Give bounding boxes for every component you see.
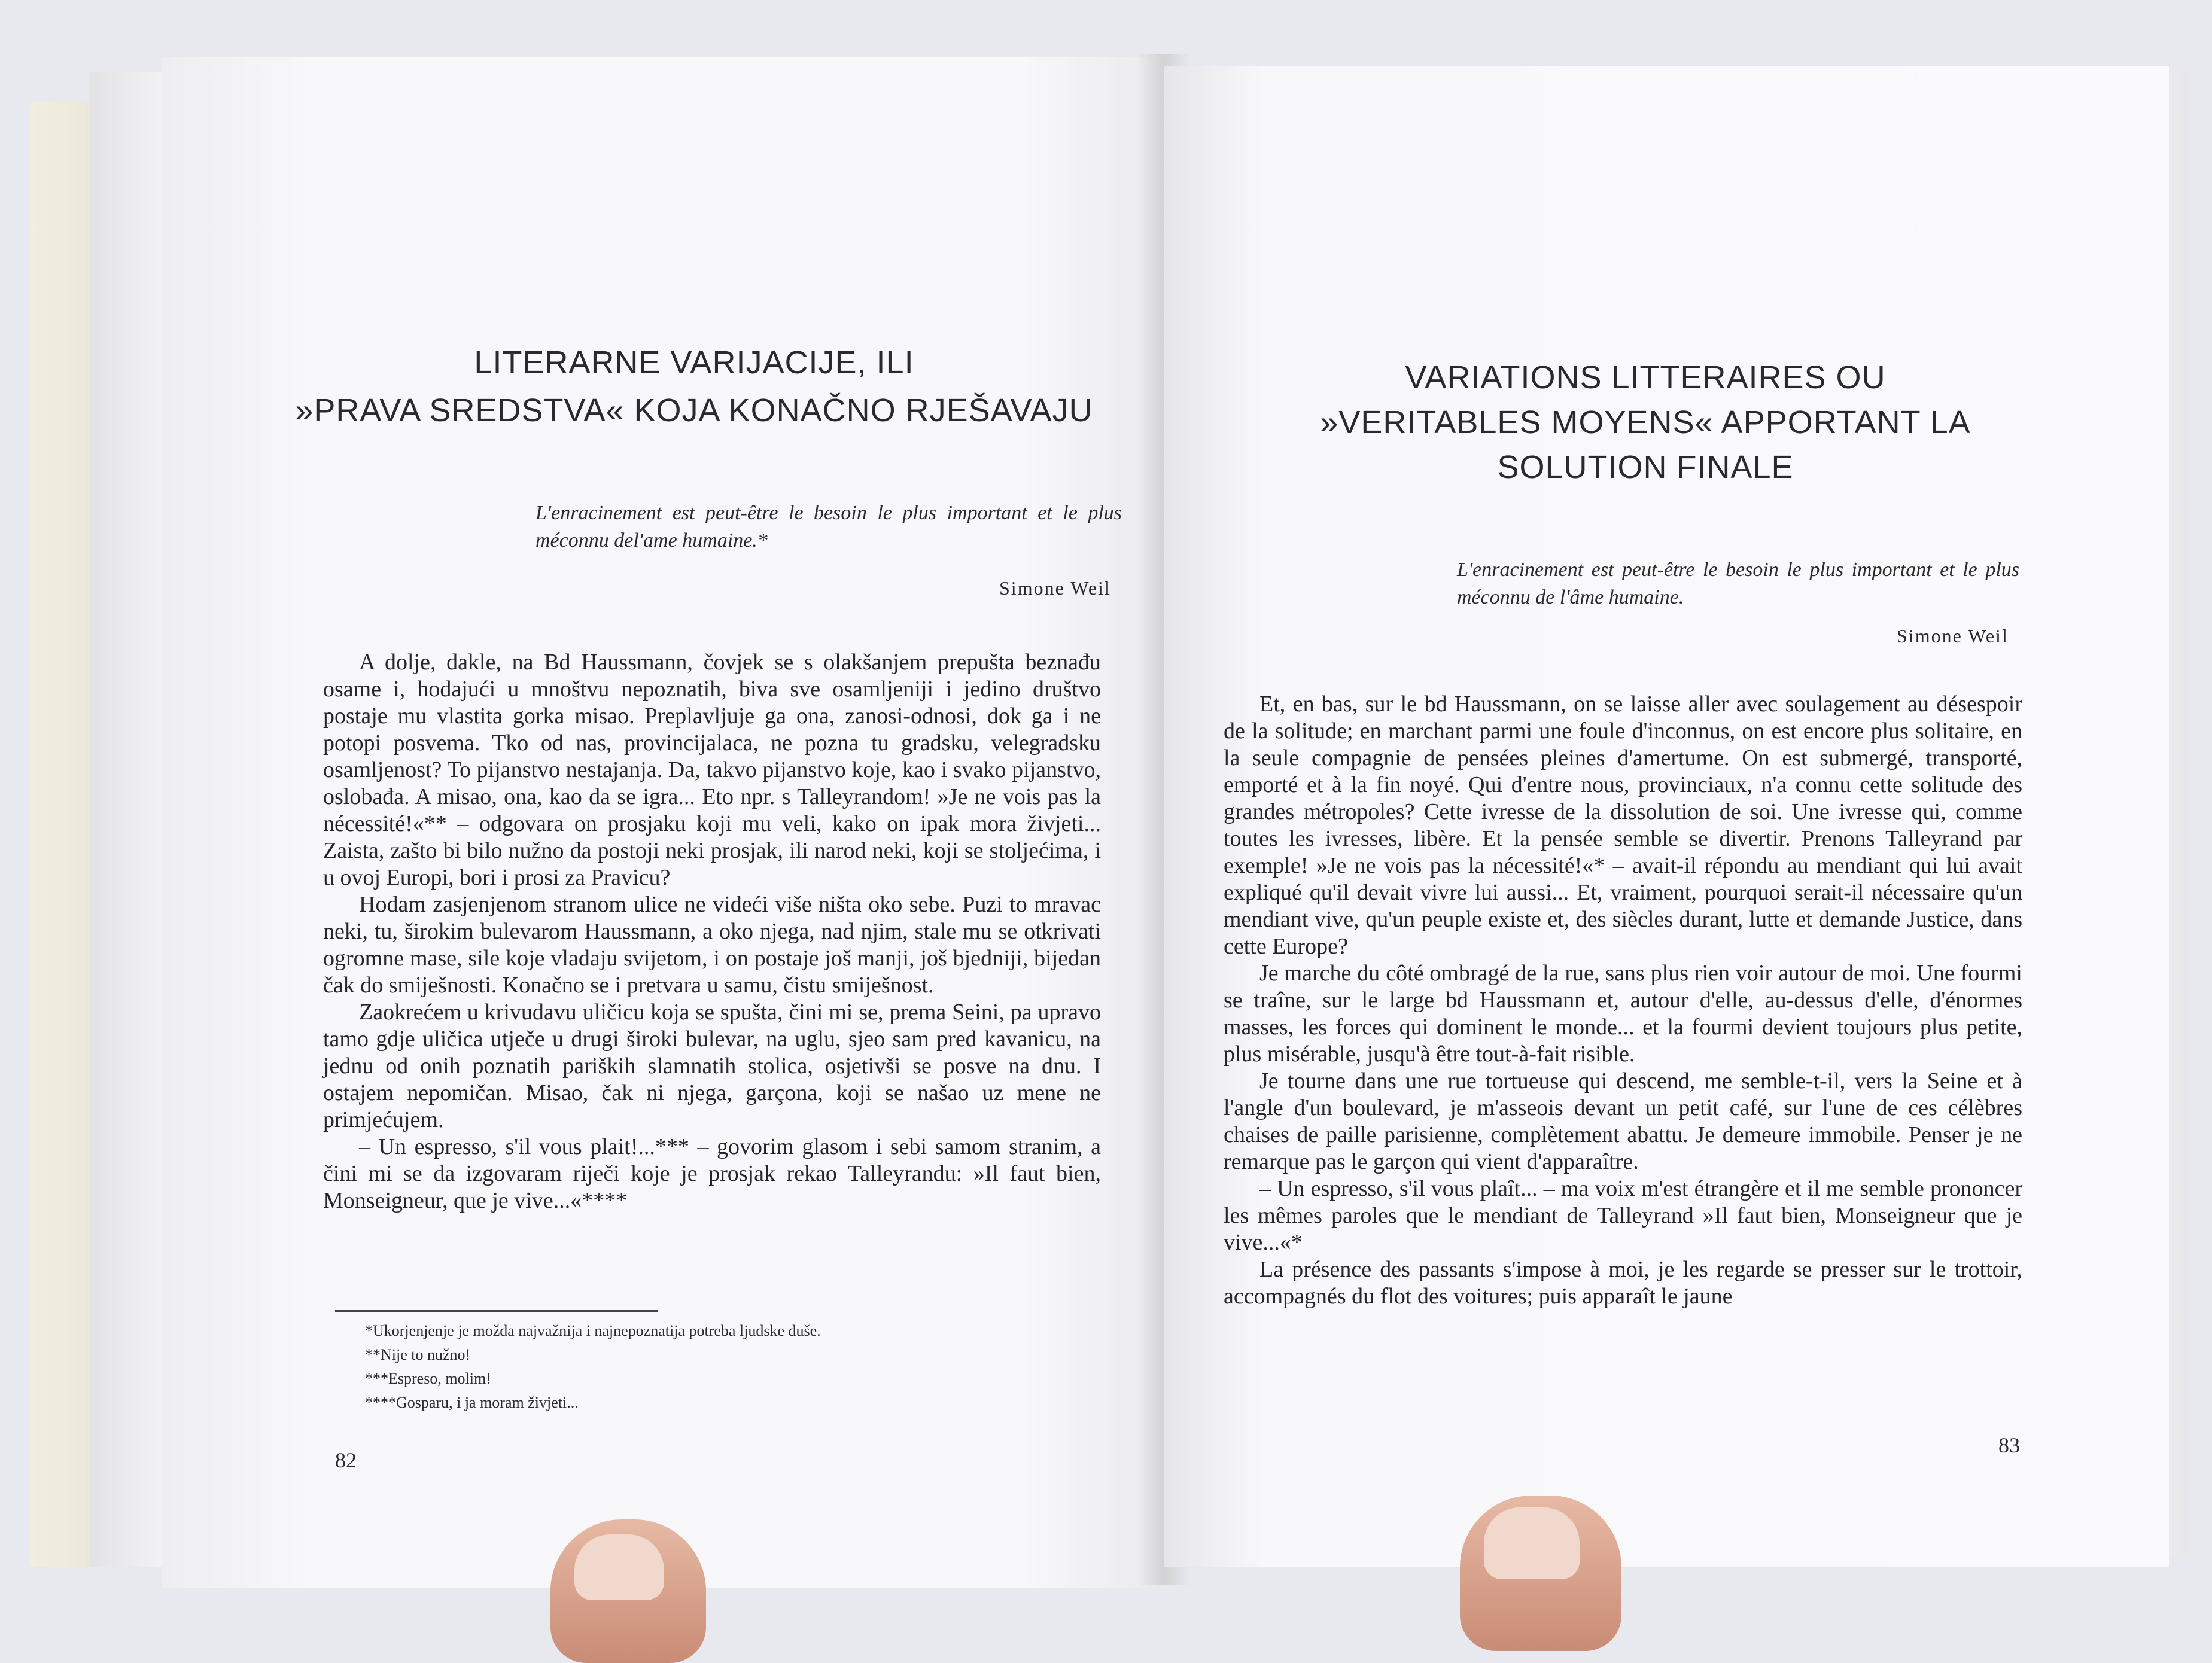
footnote: ***Espreso, molim! (365, 1370, 491, 1387)
right-paragraph: Je tourne dans une rue tortueuse qui descend, me semble-t-il, vers la Seine et à l'angle d'un boulevard, je m'asseois devant un petit café, sur l'une de ces célèbres chaises de paille parisienne, complètement abattu. Je demeure immobile. Penser je ne remarque pas le garçon qui vient d'apparaître. (1224, 1068, 2022, 1174)
left-title-line-1: LITERARNE VARIJACIJE, ILI (474, 345, 914, 380)
right-thumbnail-nail (1484, 1507, 1580, 1579)
footnote: ****Gosparu, i ja moram živjeti... (365, 1394, 579, 1411)
right-title-line-3: SOLUTION FINALE (1497, 449, 1794, 485)
left-paragraph: A dolje, dakle, na Bd Haussmann, čovjek se s olakšanjem prepušta beznađu osame i, hodajući u mnoštvu nepoznatih, biva sve osamljeniji i jedino društvo postaje mu vlastita gorka misao. Preplavljuje ga ona, zanosi-odnosi, dok ga i ne potopi posvema. Tko od nas, provincijalaca, ne pozna tu gradsku, velegradsku osamljenost? To pijanstvo nestajanja. Da, takvo pijanstvo koje, kao i svako pijanstvo, oslobađa. A misao, ona, kao da se igra... Eto npr. s Talleyrandom! »Je ne vois pas la nécessité!«** – odgovara on prosjaku koji mu veli, kako on ipak mora živjeti... Zaista, zašto bi bilo nužno da postoji neki prosjak, ili narod neki, koji se stoljećima, i u ovoj Europi, bori i prosi za Pravicu? (323, 650, 1101, 890)
right-paragraph: La présence des passants s'impose à moi, je les regarde se presser sur le trottoir, accompagnés du flot des voitures; puis apparaît le jaune (1224, 1257, 2022, 1309)
right-paragraph: Et, en bas, sur le bd Haussmann, on se laisse aller avec soulagement au désespoir de la solitude; en marchant parmi une foule d'inconnus, on est encore plus solitaire, en la seule compagnie de pensées pleines d'amertume. On est submergé, transporté, emporté et à la fin noyé. Qui d'entre nous, provinciaux, n'a connu cette solitude des grandes métropoles? Cette ivresse de la dissolution de soi. Une ivresse qui, comme toutes les ivresses, libère. Et la pensée semble se divertir. Prenons Talleyrand par exemple! »Je ne vois pas la nécessité!«* – avait-il répondu au mendiant qui lui avait expliqué qu'il devait vivre lui aussi... Et, vraiment, pourquoi serait-il nécessaire qu'un mendiant vive, qu'un peuple existe et, des siècles durant, lutte et demande Justice, dans cette Europe? (1224, 692, 2022, 959)
footnote: **Nije to nužno! (365, 1346, 471, 1363)
left-title-line-2: »PRAVA SREDSTVA« KOJA KONAČNO RJEŠAVAJU (295, 392, 1093, 428)
right-paragraph: – Un espresso, s'il vous plaît... – ma voix m'est étrangère et il me semble prononcer les mêmes paroles que le mendiant de Talleyrand »Il faut bien, Monseigneur que je vive...«* (1224, 1176, 2022, 1255)
right-title-line-2: »VERITABLES MOYENS« APPORTANT LA (1320, 404, 1971, 440)
left-footnotes (365, 1319, 1083, 1415)
book-page-stack (90, 72, 174, 1567)
left-thumbnail-nail (574, 1534, 664, 1600)
right-paragraph: Je marche du côté ombragé de la rue, sans plus rien voir autour de moi. Une fourmi se traîne, sur le large bd Haussmann et, autour d'elle, au-dessus d'elle, d'énormes masses, les forces qui dominent le monde... et la fourmi devient toujours plus petite, plus misérable, jusqu'à être tout-à-fait risible. (1224, 961, 2022, 1067)
right-page-number: 83 (1998, 1433, 2020, 1457)
right-page (1164, 66, 2169, 1567)
left-paragraph: Zaokrećem u krivudavu uličicu koja se spušta, čini mi se, prema Seini, pa upravo tamo gdje uličica utječe u drugi široki bulevar, na uglu, sjeo sam pred kavanicu, na jednu od onih poznatih pariških slamnatih stolica, osjetivši se posve na dnu. I ostajem nepomičan. Misao, čak ni njega, garçona, koji se našao uz mene ne primjećujem. (323, 1000, 1101, 1132)
left-paragraph: – Un espresso, s'il vous plait!...*** – govorim glasom i sebi samom stranim, a čini mi se da izgovaram riječi koje je prosjak rekao Talleyrandu: »Il faut bien, Monseigneur, que je vive...«**** (323, 1134, 1101, 1213)
right-epigraph-author: Simone Weil (1897, 625, 2009, 647)
right-epigraph: L'enracinement est peut-être le besoin le plus important et le plus méconnu de l'âme humaine. (1457, 559, 2019, 608)
left-epigraph-author: Simone Weil (999, 577, 1111, 599)
footnote-rule (335, 1310, 658, 1312)
left-page (162, 57, 1173, 1588)
right-title-line-1: VARIATIONS LITTERAIRES OU (1405, 360, 1886, 395)
footnote: *Ukorjenjenje je možda najvažnija i najnepoznatija potreba ljudske duše. (365, 1322, 821, 1339)
left-paragraph: Hodam zasjenjenom stranom ulice ne videći više ništa oko sebe. Puzi to mravac neki, tu, širokim bulevarom Haussmann, a oko njega, nad njim, stale mu se otkrivati ogromne mase, sile koje vladaju svijetom, i on postaje još manji, još bjedniji, bijedan čak do smiješnosti. Konačno se i pretvara u samu, čistu smiješnost. (323, 892, 1101, 998)
left-page-number: 82 (335, 1448, 357, 1472)
left-body-text (323, 649, 1101, 1214)
right-body-text (1224, 691, 2022, 1310)
left-epigraph: L'enracinement est peut-être le besoin le plus important et le plus méconnu del'ame humaine.* (535, 502, 1122, 552)
